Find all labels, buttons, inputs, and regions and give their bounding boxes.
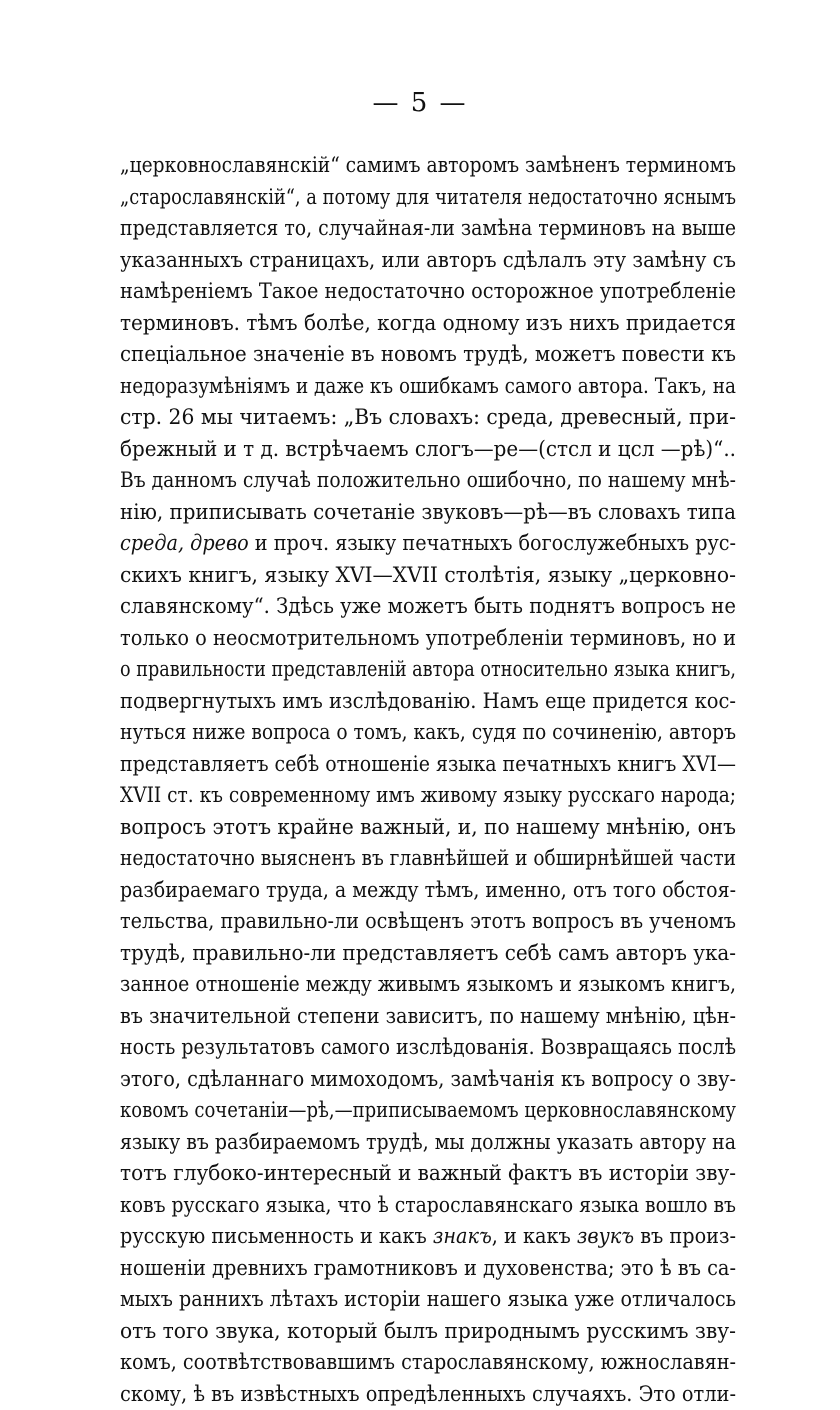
- text-line-content: [120, 1158, 736, 1190]
- text-run: ковъ русскаго языка, что ѣ старославянскаго языка вошло въ: [120, 1193, 736, 1217]
- text-line-content: [120, 591, 736, 623]
- text-run: указанныхъ страницахъ, или авторъ сдѣлалъ эту замѣну съ: [120, 248, 736, 272]
- text-run: стр. 26 мы читаемъ: „Въ словахъ: среда, древесный, при-: [120, 405, 736, 429]
- text-run: вопросъ этотъ крайне важный, и, по нашему мнѣнію, онъ: [120, 815, 736, 839]
- text-run: въ значительной степени зависитъ, по нашему мнѣнію, цѣн-: [120, 1004, 736, 1028]
- text-line: [120, 465, 736, 497]
- text-run: занное отношеніе между живымъ языкомъ и языкомъ книгъ,: [120, 972, 736, 996]
- text-line: [120, 497, 736, 529]
- italic-text: звукъ: [577, 1224, 634, 1248]
- text-run: нію, приписывать сочетаніе звуковъ—рѣ—въ словахъ типа: [120, 500, 736, 524]
- text-run: намѣреніемъ Такое недостаточно осторожное употребленіе: [120, 279, 736, 303]
- text-run: недостаточно выясненъ въ главнѣйшей и обширнѣйшей части: [120, 846, 736, 870]
- text-line: [120, 402, 736, 434]
- text-line-content: [120, 906, 736, 938]
- text-line-content: [120, 1095, 736, 1127]
- text-run: „старославянскій“, а потому для читателя недостаточно яснымъ: [120, 185, 736, 209]
- text-line-content: [120, 1001, 736, 1033]
- text-line: [120, 1253, 736, 1285]
- text-line: [120, 812, 736, 844]
- text-line: [120, 749, 736, 781]
- text-run: русскую письменность и какъ: [120, 1224, 433, 1248]
- text-line-content: [120, 182, 736, 214]
- text-line: [120, 1064, 736, 1096]
- text-line-content: [120, 969, 736, 1001]
- text-line: [120, 875, 736, 907]
- text-line-content: [120, 1253, 736, 1285]
- text-line-content: [120, 528, 736, 560]
- text-run: нуться ниже вопроса о томъ, какъ, судя по сочиненію, авторъ: [120, 720, 736, 744]
- text-line-content: [120, 1032, 736, 1064]
- text-line-content: [120, 812, 736, 844]
- page-number: — 5 —: [0, 88, 840, 118]
- text-line: [120, 938, 736, 970]
- text-line: [120, 1347, 736, 1379]
- text-line-content: [120, 1190, 736, 1222]
- text-line: [120, 623, 736, 655]
- text-line: [120, 276, 736, 308]
- text-line-content: [120, 245, 736, 277]
- text-run: ковомъ сочетаніи—рѣ,—приписываемомъ церковнославянскому: [120, 1098, 736, 1122]
- text-line: [120, 780, 736, 812]
- text-line-content: [120, 1221, 736, 1253]
- text-run: скихъ книгъ, языку XVI—XVII столѣтія, языку „церковно-: [120, 563, 736, 587]
- text-line-content: [120, 938, 736, 970]
- text-line: [120, 1379, 736, 1410]
- text-line-content: [120, 1127, 736, 1159]
- text-line: [120, 1127, 736, 1159]
- text-line: [120, 1316, 736, 1348]
- text-line: [120, 182, 736, 214]
- text-run: брежный и т д. встрѣчаемъ слогъ—ре—(стсл и цсл —рѣ)“..: [120, 437, 736, 461]
- text-run: представляетъ себѣ отношеніе языка печатныхъ книгъ XVI—: [120, 752, 736, 776]
- text-line: [120, 434, 736, 466]
- text-run: „церковнославянскій“ самимъ авторомъ замѣненъ терминомъ: [120, 153, 736, 177]
- text-run: этого, сдѣланнаго мимоходомъ, замѣчанія къ вопросу о зву-: [120, 1067, 736, 1091]
- text-run: недоразумѣніямъ и даже къ ошибкамъ самого автора. Такъ, на: [120, 374, 736, 398]
- text-line-content: [120, 717, 736, 749]
- text-line: [120, 213, 736, 245]
- text-line-content: [120, 1379, 736, 1410]
- text-line-content: [120, 1064, 736, 1096]
- text-line: [120, 339, 736, 371]
- text-line-content: [120, 1316, 736, 1348]
- text-run: спеціальное значеніе въ новомъ трудѣ, можетъ повести къ: [120, 342, 736, 366]
- text-line-content: [120, 843, 736, 875]
- text-line: [120, 560, 736, 592]
- text-line-content: [120, 1347, 736, 1379]
- text-run: отъ того звука, который былъ природнымъ русскимъ зву-: [120, 1319, 736, 1343]
- text-line: [120, 686, 736, 718]
- text-run: представляется то, случайная-ли замѣна терминовъ на выше: [120, 216, 736, 240]
- text-line-content: [120, 339, 736, 371]
- text-line: [120, 1032, 736, 1064]
- text-run: ношеніи древнихъ грамотниковъ и духовенства; это ѣ въ са-: [120, 1256, 736, 1280]
- text-line: [120, 1190, 736, 1222]
- body-text: [120, 150, 736, 1410]
- text-line: [120, 591, 736, 623]
- text-run: о правильности представленій автора относительно языка книгъ,: [120, 657, 736, 681]
- text-line-content: [120, 465, 736, 497]
- text-line-content: [120, 654, 736, 686]
- text-line: [120, 528, 736, 560]
- text-run: скому, ѣ въ извѣстныхъ опредѣленныхъ случаяхъ. Это отли-: [120, 1382, 736, 1406]
- text-line-content: [120, 213, 736, 245]
- text-line-content: [120, 150, 736, 182]
- text-line: [120, 1158, 736, 1190]
- text-line-content: [120, 402, 736, 434]
- text-line: [120, 1095, 736, 1127]
- text-run: тельства, правильно-ли освѣщенъ этотъ вопросъ въ ученомъ: [120, 909, 736, 933]
- text-run: славянскому“. Здѣсь уже можетъ быть поднятъ вопросъ не: [120, 594, 736, 618]
- text-run: трудѣ, правильно-ли представляетъ себѣ самъ авторъ ука-: [120, 941, 736, 965]
- text-line: [120, 308, 736, 340]
- text-run: , и какъ: [492, 1224, 577, 1248]
- text-line-content: [120, 560, 736, 592]
- text-run: въ произ-: [634, 1224, 736, 1248]
- text-run: и проч. языку печатныхъ богослужебныхъ рус-: [249, 531, 736, 555]
- text-run: только о неосмотрительномъ употребленіи терминовъ, но и: [120, 626, 736, 650]
- text-run: комъ, соотвѣтствовавшимъ старославянскому, южнославян-: [120, 1350, 736, 1374]
- text-run: подвергнутыхъ имъ изслѣдованію. Намъ еще придется кос-: [120, 689, 736, 713]
- text-line: [120, 906, 736, 938]
- italic-text: знакъ: [433, 1224, 492, 1248]
- text-line-content: [120, 780, 736, 812]
- text-run: разбираемаго труда, а между тѣмъ, именно, отъ того обстоя-: [120, 878, 736, 902]
- text-line-content: [120, 875, 736, 907]
- text-line: [120, 245, 736, 277]
- text-line-content: [120, 1284, 736, 1316]
- text-run: Въ данномъ случаѣ положительно ошибочно, по нашему мнѣ-: [120, 468, 736, 492]
- text-run: мыхъ раннихъ лѣтахъ исторіи нашего языка уже отличалось: [120, 1287, 736, 1311]
- text-line-content: [120, 371, 736, 403]
- text-line-content: [120, 308, 736, 340]
- text-line: [120, 371, 736, 403]
- text-line-content: [120, 434, 736, 466]
- text-run: языку въ разбираемомъ трудѣ, мы должны указать автору на: [120, 1130, 736, 1154]
- text-line: [120, 654, 736, 686]
- text-line: [120, 969, 736, 1001]
- text-line: [120, 717, 736, 749]
- text-line-content: [120, 686, 736, 718]
- text-line-content: [120, 623, 736, 655]
- text-line-content: [120, 749, 736, 781]
- text-line: [120, 1284, 736, 1316]
- text-run: XVII ст. къ современному имъ живому языку русскаго народа;: [120, 783, 736, 807]
- text-run: терминовъ. тѣмъ болѣе, когда одному изъ нихъ придается: [120, 311, 736, 335]
- text-line: [120, 1001, 736, 1033]
- text-line: [120, 843, 736, 875]
- text-run: тотъ глубоко-интересный и важный фактъ въ исторіи зву-: [120, 1161, 736, 1185]
- text-line: [120, 1221, 736, 1253]
- text-line-content: [120, 497, 736, 529]
- text-run: ность результатовъ самого изслѣдованія. Возвращаясь послѣ: [120, 1035, 736, 1059]
- text-line: [120, 150, 736, 182]
- italic-text: среда, древо: [120, 531, 249, 555]
- text-line-content: [120, 276, 736, 308]
